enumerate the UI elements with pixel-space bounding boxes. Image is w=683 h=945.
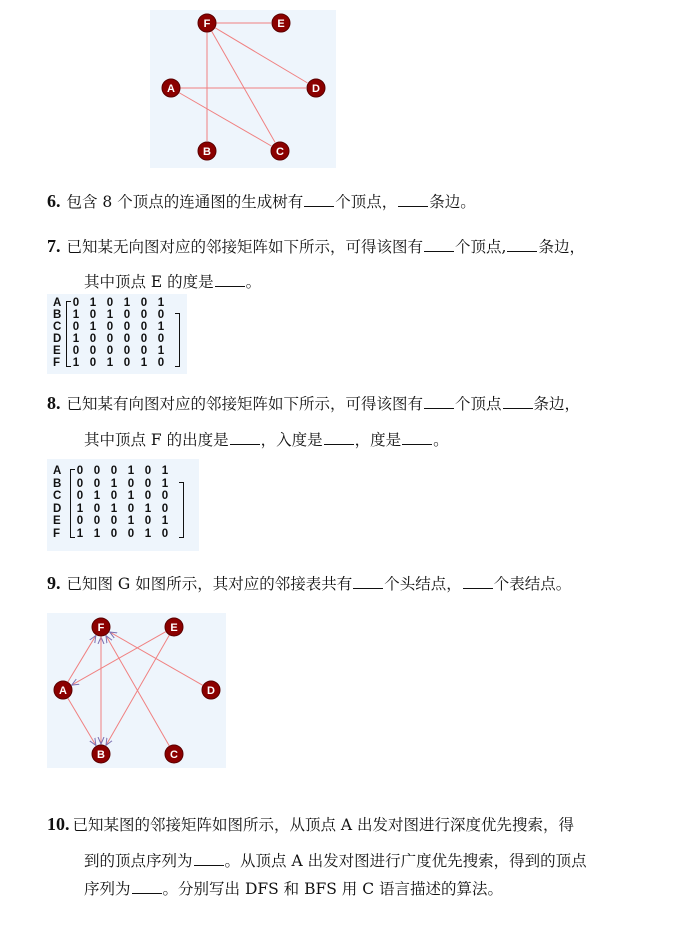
svg-text:B: B (203, 146, 211, 158)
question-10-line-3 (84, 877, 503, 899)
matrix-cell: 1 (76, 502, 84, 515)
blank[interactable] (503, 394, 533, 409)
graph1-node-A (162, 79, 180, 97)
svg-text:F: F (97, 622, 105, 634)
matrix-cell: 0 (93, 465, 101, 477)
matrix-cell: 1 (93, 527, 101, 540)
question-9-text-2: 个头结点， (384, 575, 462, 593)
matrix-cell: 0 (157, 357, 165, 369)
graph1-figure (150, 10, 336, 168)
matrix-cell: 1 (89, 321, 97, 333)
matrix-cell: 0 (161, 527, 169, 540)
blank[interactable] (402, 430, 432, 445)
matrix-cell: 0 (89, 357, 97, 369)
matrix-left-bracket (66, 301, 71, 367)
graph1-edge-F-D (215, 28, 308, 83)
matrix-cell: 1 (110, 502, 118, 515)
graph2-edge-A-B (68, 698, 96, 746)
matrix-cell: 0 (93, 502, 101, 515)
question-10-text-3: 。从顶点 A 出发对图进行广度优先搜索，得到的顶点 (224, 852, 587, 870)
question-8-text-3: 条边， (533, 395, 581, 413)
matrix-cell: 0 (76, 477, 84, 490)
blank[interactable] (353, 574, 383, 589)
matrix-cell: 0 (140, 297, 148, 309)
svg-text:A: A (167, 83, 175, 95)
matrix-cell: 0 (72, 297, 80, 309)
matrix-cell: 0 (72, 321, 80, 333)
graph1-edge-F-C (211, 31, 275, 142)
matrix-cell: 1 (127, 515, 135, 527)
matrix-cell: 0 (89, 345, 97, 357)
matrix-row-label: D (53, 502, 62, 515)
graph2-node-D (202, 681, 220, 699)
svg-text:D: D (312, 83, 320, 95)
matrix-cell: 0 (123, 357, 131, 369)
matrix-cell: 1 (89, 297, 97, 309)
question-9-text-1: 已知图 G 如图所示，其对应的邻接表共有 (66, 575, 353, 593)
matrix-cell: 0 (76, 515, 84, 527)
matrix-cell: 1 (144, 502, 152, 515)
matrix-cell: 1 (144, 527, 152, 540)
matrix-row-label: E (53, 515, 61, 527)
matrix-cell: 0 (140, 345, 148, 357)
question-7-text-4: 其中顶点 E 的度是 (84, 273, 214, 291)
graph1-edge-A-C (179, 93, 272, 146)
svg-text:E: E (170, 622, 178, 634)
graph1-node-C (271, 142, 289, 160)
question-8-text-5: ，入度是 (260, 431, 323, 449)
matrix-cell: 0 (161, 502, 169, 515)
graph2-node-A (54, 681, 72, 699)
svg-text:B: B (97, 749, 105, 761)
blank[interactable] (194, 851, 224, 866)
question-8-line-2 (84, 428, 449, 450)
question-7-text-3: 条边， (538, 238, 585, 256)
blank[interactable] (507, 237, 537, 252)
matrix-cell: 0 (110, 490, 118, 502)
question-8-text-6: ，度是 (354, 431, 402, 449)
question-8-text-4: 其中顶点 F 的出度是 (84, 431, 229, 449)
question-6-text-2: 个顶点， (335, 193, 398, 211)
matrix-cell: 0 (76, 490, 84, 502)
matrix-cell: 0 (110, 515, 118, 527)
adjacency-matrix-1 (47, 294, 187, 374)
graph2-figure (47, 613, 226, 768)
matrix-cell: 1 (157, 321, 165, 333)
svg-text:F: F (203, 18, 211, 30)
matrix-cell: 0 (106, 297, 114, 309)
graph2-edge-A-F (68, 636, 96, 683)
matrix-cell: 0 (106, 321, 114, 333)
matrix-cell: 0 (144, 465, 152, 477)
blank[interactable] (230, 430, 260, 445)
matrix-row-label: B (53, 477, 62, 490)
matrix-cell: 0 (76, 465, 84, 477)
svg-text:A: A (59, 685, 67, 697)
blank[interactable] (215, 272, 245, 287)
graph2-node-C (165, 745, 183, 763)
matrix-cell: 0 (127, 502, 135, 515)
matrix-cell: 1 (106, 357, 114, 369)
question-7 (47, 236, 585, 257)
question-9-number: 9. (47, 573, 61, 593)
question-10-text-4: 序列为 (84, 880, 131, 898)
matrix-cell: 1 (106, 309, 114, 321)
matrix-row-label: F (53, 357, 61, 369)
matrix-cell: 0 (93, 477, 101, 490)
blank[interactable] (463, 574, 493, 589)
matrix-cell: 1 (76, 527, 84, 540)
graph1-node-E (272, 14, 290, 32)
question-8-number: 8. (47, 393, 61, 413)
matrix-row-label: D (53, 333, 62, 345)
graph2-node-E (165, 618, 183, 636)
matrix-row-label: C (53, 490, 62, 502)
matrix-cell: 1 (72, 333, 80, 345)
graph1-node-D (307, 79, 325, 97)
graph1-node-B (198, 142, 216, 160)
svg-text:D: D (207, 685, 215, 697)
matrix-cell: 1 (110, 477, 118, 490)
svg-text:E: E (277, 18, 285, 30)
matrix-cell: 0 (72, 345, 80, 357)
matrix-row-label: E (53, 345, 61, 357)
graph2-svg (47, 613, 226, 768)
question-9-text-3: 个表结点。 (493, 575, 572, 593)
question-8-text-1: 已知某有向图对应的邻接矩阵如下所示，可得该图有 (66, 395, 424, 413)
question-6-number: 6. (47, 191, 61, 211)
matrix-cell: 0 (93, 515, 101, 527)
matrix-right-bracket (179, 482, 184, 538)
question-8-text-2: 个顶点 (455, 395, 502, 413)
question-10-text-2: 到的顶点序列为 (84, 852, 193, 870)
blank[interactable] (132, 879, 162, 894)
graph2-node-F (92, 618, 110, 636)
matrix-cell: 1 (93, 490, 101, 502)
matrix-cell: 0 (127, 477, 135, 490)
graph2-edge-D-F (110, 632, 204, 686)
matrix-cell: 1 (127, 490, 135, 502)
question-10-text-5: 。分别写出 DFS 和 BFS 用 C 语言描述的算法。 (162, 880, 504, 898)
blank[interactable] (304, 192, 334, 207)
matrix-left-bracket (70, 469, 75, 538)
matrix-row-label: A (53, 297, 62, 309)
matrix-cell: 1 (72, 357, 80, 369)
graph1-node-F (198, 14, 216, 32)
question-7-text-2: 个顶点, (455, 238, 507, 256)
blank[interactable] (424, 237, 454, 252)
matrix-cell: 1 (157, 345, 165, 357)
question-10-number: 10. (47, 814, 70, 834)
adjacency-matrix-2 (47, 459, 199, 551)
matrix-cell: 1 (161, 477, 169, 490)
graph1-svg (150, 10, 336, 168)
matrix-cell: 0 (157, 333, 165, 345)
matrix-right-bracket (175, 313, 180, 367)
question-10-text-1: 已知某图的邻接矩阵如图所示，从顶点 A 出发对图进行深度优先搜索，得 (72, 816, 575, 834)
matrix-cell: 1 (123, 297, 131, 309)
matrix-cell: 0 (140, 333, 148, 345)
matrix-cell: 0 (123, 345, 131, 357)
matrix-cell: 0 (89, 333, 97, 345)
blank[interactable] (424, 394, 454, 409)
matrix-cell: 0 (110, 465, 118, 477)
matrix-cell: 1 (157, 297, 165, 309)
svg-text:C: C (170, 749, 178, 761)
matrix-cell: 0 (140, 309, 148, 321)
question-7-text-1: 已知某无向图对应的邻接矩阵如下所示，可得该图有 (66, 238, 424, 256)
question-6-text-3: 条边。 (429, 193, 476, 211)
question-10 (47, 814, 574, 835)
matrix-cell: 1 (140, 357, 148, 369)
matrix-cell: 0 (140, 321, 148, 333)
matrix-cell: 0 (144, 490, 152, 502)
matrix-row-label: A (53, 465, 62, 477)
matrix-cell: 0 (106, 345, 114, 357)
question-6 (47, 191, 476, 212)
question-8 (47, 393, 580, 414)
graph2-node-B (92, 745, 110, 763)
matrix-cell: 0 (123, 321, 131, 333)
matrix-cell: 0 (144, 515, 152, 527)
question-7-number: 7. (47, 236, 61, 256)
matrix-cell: 1 (161, 515, 169, 527)
matrix-row-label: C (53, 321, 62, 333)
matrix-cell: 1 (127, 465, 135, 477)
matrix-cell: 0 (110, 527, 118, 540)
question-8-text-7: 。 (433, 431, 449, 449)
blank[interactable] (398, 192, 428, 207)
question-10-line-2 (84, 849, 587, 871)
matrix-row-label: F (53, 527, 61, 540)
question-6-text-1: 包含 8 个顶点的连通图的生成树有 (66, 193, 304, 211)
matrix-row-label: B (53, 309, 62, 321)
question-9 (47, 573, 571, 594)
question-7-line-2 (84, 270, 261, 292)
question-7-text-5: 。 (245, 273, 262, 291)
matrix-cell: 0 (144, 477, 152, 490)
matrix-cell: 1 (161, 465, 169, 477)
blank[interactable] (324, 430, 354, 445)
matrix-cell: 0 (123, 333, 131, 345)
matrix-cell: 0 (127, 527, 135, 540)
svg-text:C: C (276, 146, 284, 158)
matrix-cell: 0 (123, 309, 131, 321)
matrix-cell: 0 (89, 309, 97, 321)
matrix-cell: 0 (161, 490, 169, 502)
matrix-cell: 0 (157, 309, 165, 321)
matrix-cell: 0 (106, 333, 114, 345)
matrix-cell: 1 (72, 309, 80, 321)
